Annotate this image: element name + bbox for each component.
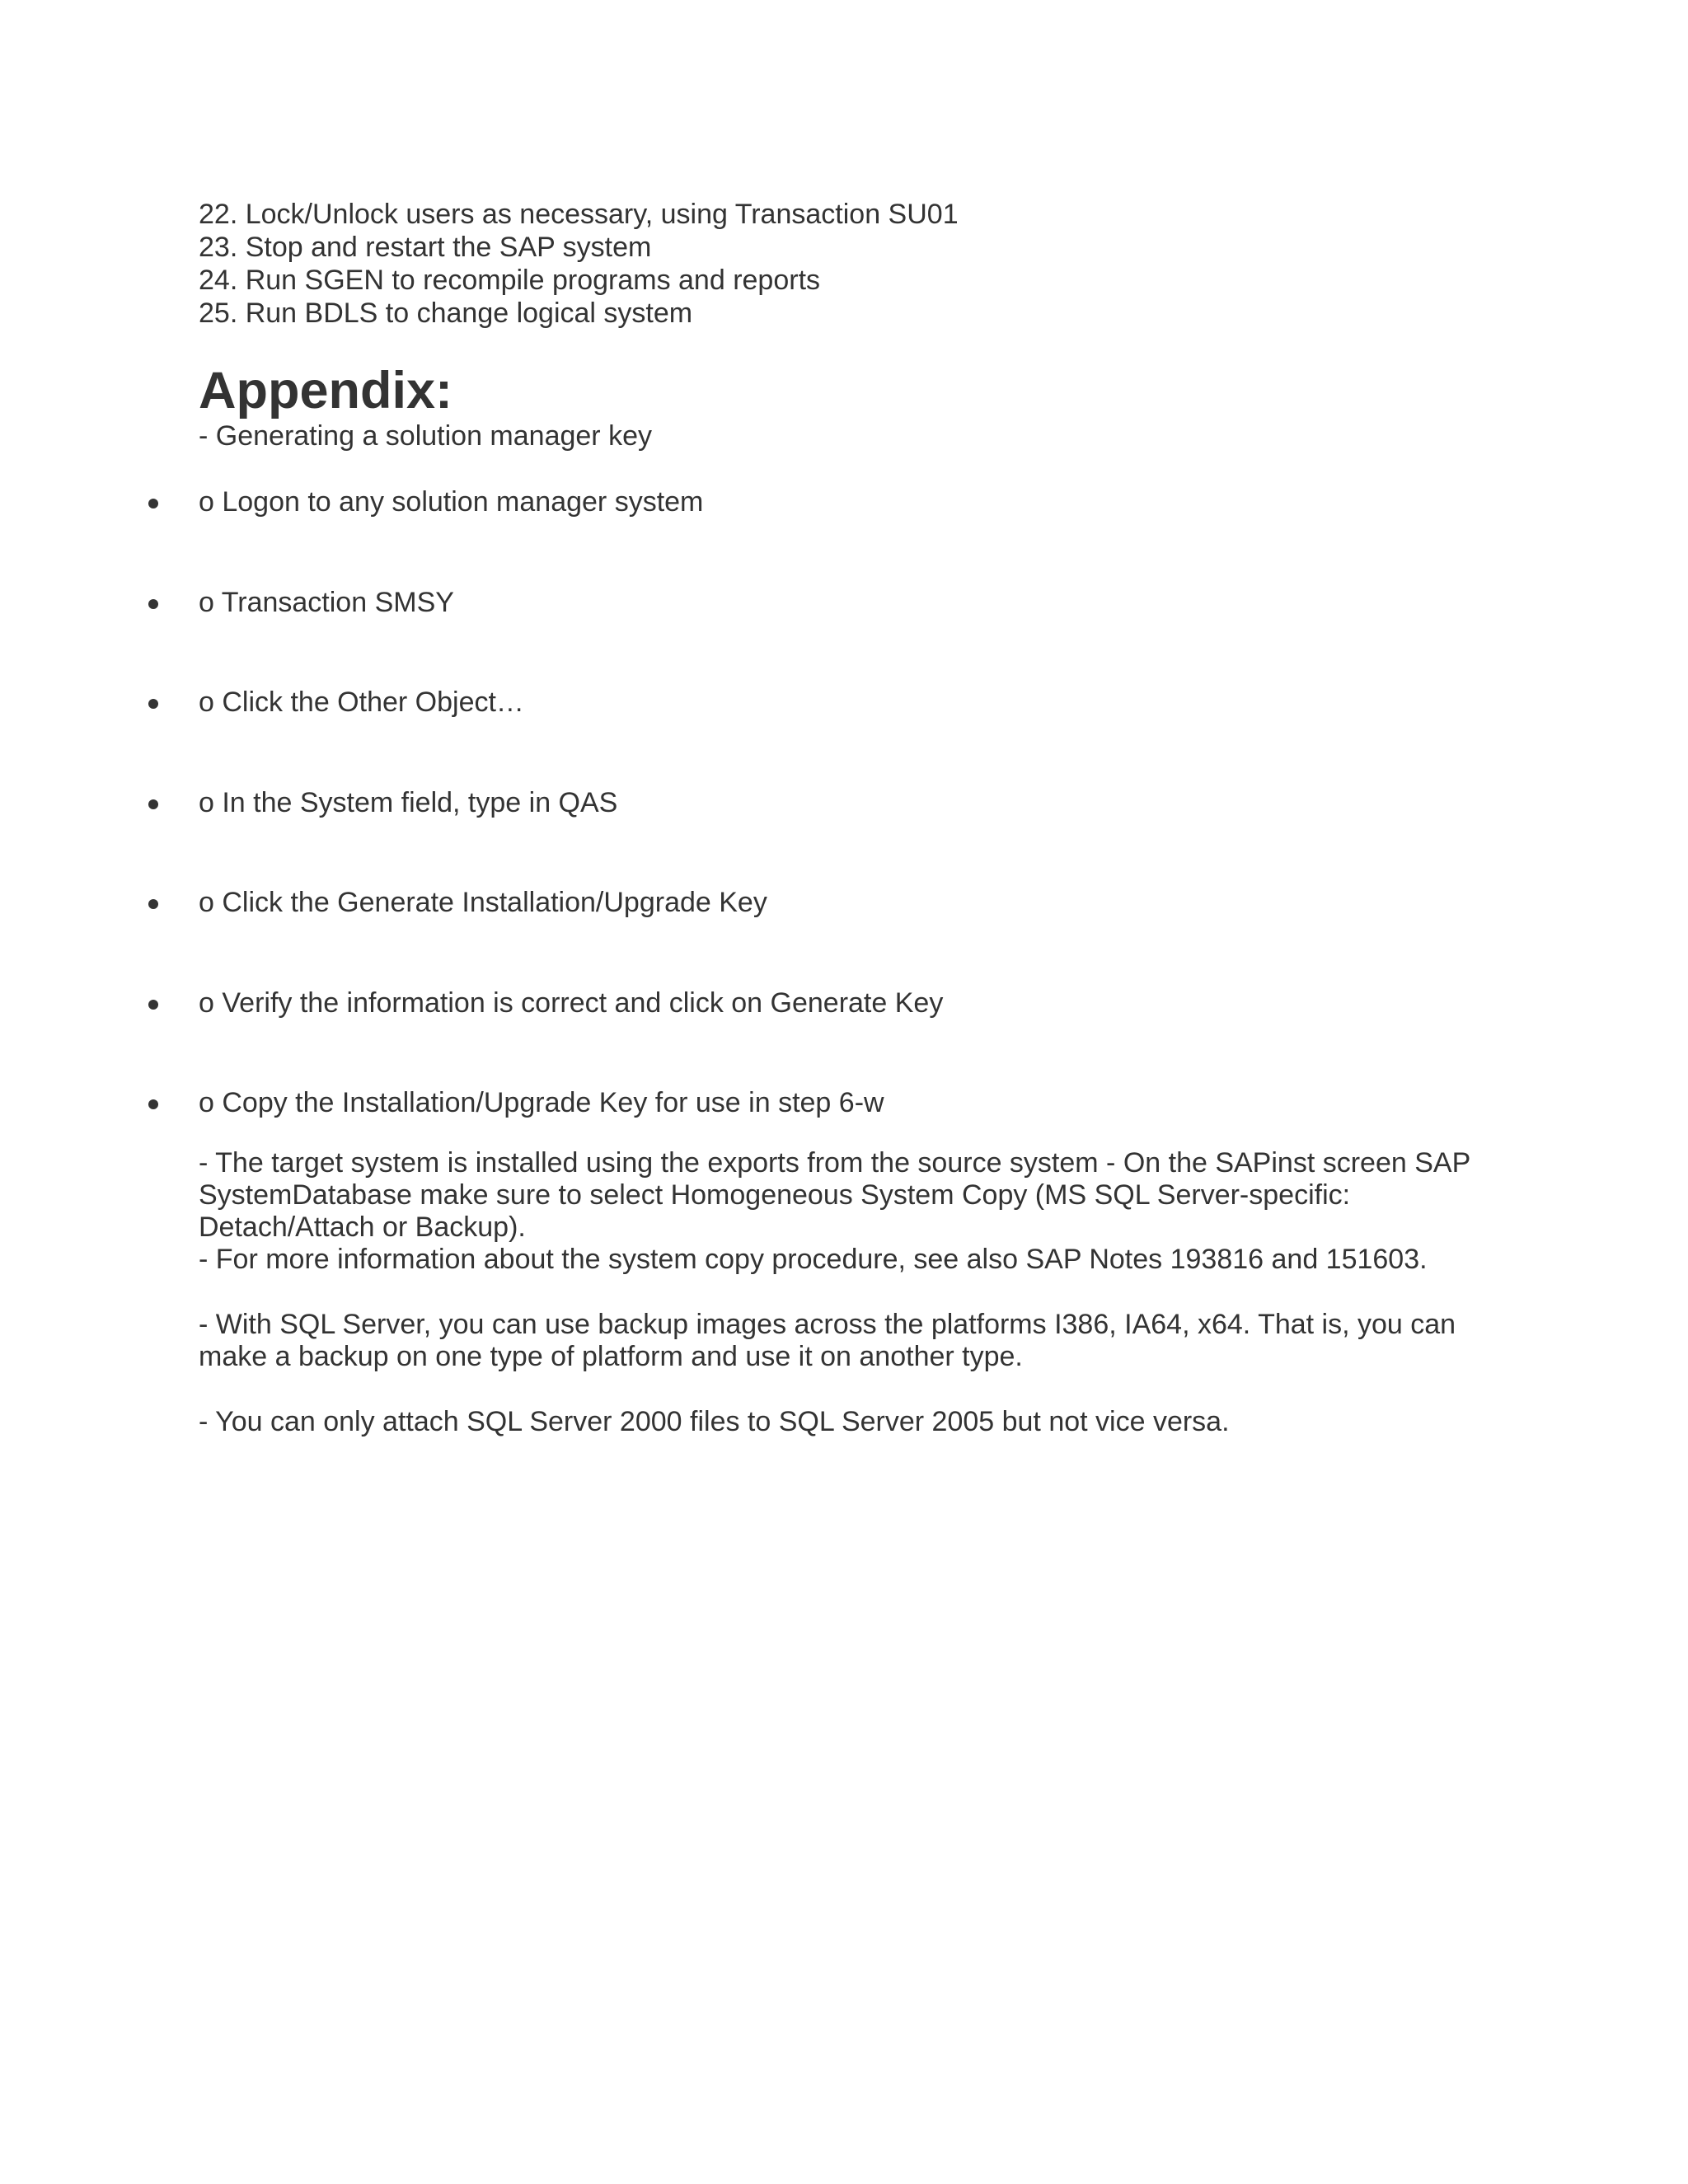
note-target-system: - The target system is installed using the exports from the source system - On the SAPinst screen SAP SystemDatabase make sure to select Homogeneous System Copy (MS SQL Server-specific: Detach/Attach or Backup). — [199, 1147, 1470, 1243]
list-item-text: o Verify the information is correct and click on Generate Key — [199, 987, 944, 1019]
list-item-text: o Copy the Installation/Upgrade Key for use in step 6-w — [199, 1087, 884, 1118]
bullet-icon — [148, 899, 158, 909]
step-item: 22. Lock/Unlock users as necessary, using Transaction SU01 — [199, 199, 959, 230]
bullet-icon — [148, 599, 158, 609]
bullet-icon — [148, 1099, 158, 1109]
list-item — [0, 886, 1688, 987]
list-item — [0, 586, 1688, 687]
notes-section — [199, 1147, 1484, 1438]
bullet-list — [0, 485, 1688, 1187]
note-more-info: - For more information about the system copy procedure, see also SAP Notes 193816 and 151603. — [199, 1244, 1428, 1275]
appendix-heading: Appendix: — [199, 362, 452, 419]
step-item: 24. Run SGEN to recompile programs and reports — [199, 265, 821, 296]
bullet-icon — [148, 799, 158, 809]
numbered-steps — [199, 198, 959, 330]
appendix-subtitle: - Generating a solution manager key — [199, 420, 652, 452]
list-item-text: o Click the Other Object… — [199, 687, 524, 718]
list-item — [0, 987, 1688, 1087]
step-item: 25. Run BDLS to change logical system — [199, 298, 693, 329]
spacer — [199, 1276, 1484, 1309]
list-item-text: o In the System field, type in QAS — [199, 786, 618, 818]
bullet-icon — [148, 1000, 158, 1010]
list-item-text: o Click the Generate Installation/Upgrade Key — [199, 887, 767, 918]
list-item — [0, 686, 1688, 786]
spacer — [199, 1373, 1484, 1406]
list-item-text: o Logon to any solution manager system — [199, 486, 704, 518]
bullet-icon — [148, 499, 158, 509]
step-item: 23. Stop and restart the SAP system — [199, 232, 652, 263]
note-attach-files: - You can only attach SQL Server 2000 files to SQL Server 2005 but not vice versa. — [199, 1406, 1230, 1437]
list-item — [0, 485, 1688, 586]
bullet-icon — [148, 699, 158, 709]
list-item — [0, 786, 1688, 887]
note-backup-images: - With SQL Server, you can use backup images across the platforms I386, IA64, x64. That is, you can make a backup on one type of platform and use it on another type. — [199, 1309, 1456, 1372]
list-item-text: o Transaction SMSY — [199, 586, 454, 618]
